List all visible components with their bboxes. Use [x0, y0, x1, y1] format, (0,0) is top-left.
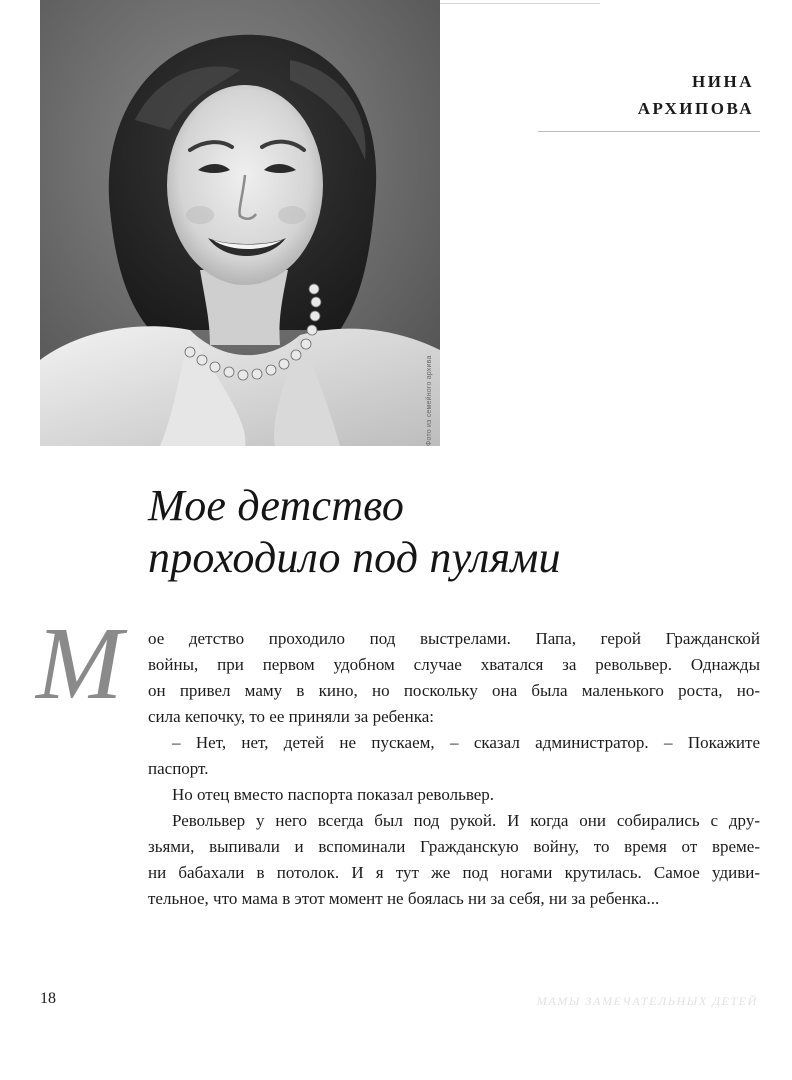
running-footer-title: МАМЫ ЗАМЕЧАТЕЛЬНЫХ ДЕТЕЙ	[536, 994, 758, 1008]
portrait-photo	[40, 0, 440, 446]
author-last-name: АРХИПОВА	[637, 99, 754, 118]
photo-credit: Фото из семейного архива	[426, 355, 433, 446]
body-line: зьями, выпивали и вспоминали Гражданскую войну, то время от време-	[148, 837, 760, 856]
article-title-line: проходило под пулями	[148, 533, 561, 582]
body-line: сила кепочку, то ее приняли за ребенка:	[148, 707, 434, 726]
author-divider	[538, 131, 760, 132]
article-title-line: Мое детство	[148, 481, 405, 530]
body-line: паспорт.	[148, 759, 209, 778]
portrait-illustration	[40, 0, 440, 446]
body-line: Револьвер у него всегда был под рукой. И когда они собирались с дру-	[172, 811, 760, 830]
author-first-name: НИНА	[692, 72, 754, 91]
body-line: войны, при первом удобном случае хватался за револьвер. Однажды	[148, 655, 760, 674]
drop-cap: М	[36, 606, 123, 721]
article-body	[148, 626, 760, 912]
body-line: он привел маму в кино, но поскольку она была маленького роста, но-	[148, 681, 760, 700]
top-hairline	[440, 3, 600, 4]
page-number: 18	[40, 990, 56, 1007]
body-line: тельное, что мама в этот момент не боялась ни за себя, ни за ребенка...	[148, 889, 660, 908]
body-line: Но отец вместо паспорта показал револьвер.	[172, 785, 495, 804]
author-name	[638, 68, 754, 122]
article-title	[148, 480, 561, 584]
body-line: ое детство проходило под выстрелами. Папа, герой Гражданской	[148, 629, 760, 648]
body-line: ни бабахали в потолок. И я тут же под ногами крутилась. Самое удиви-	[148, 863, 760, 882]
body-line: – Нет, нет, детей не пускаем, – сказал администратор. – Покажите	[172, 733, 760, 752]
